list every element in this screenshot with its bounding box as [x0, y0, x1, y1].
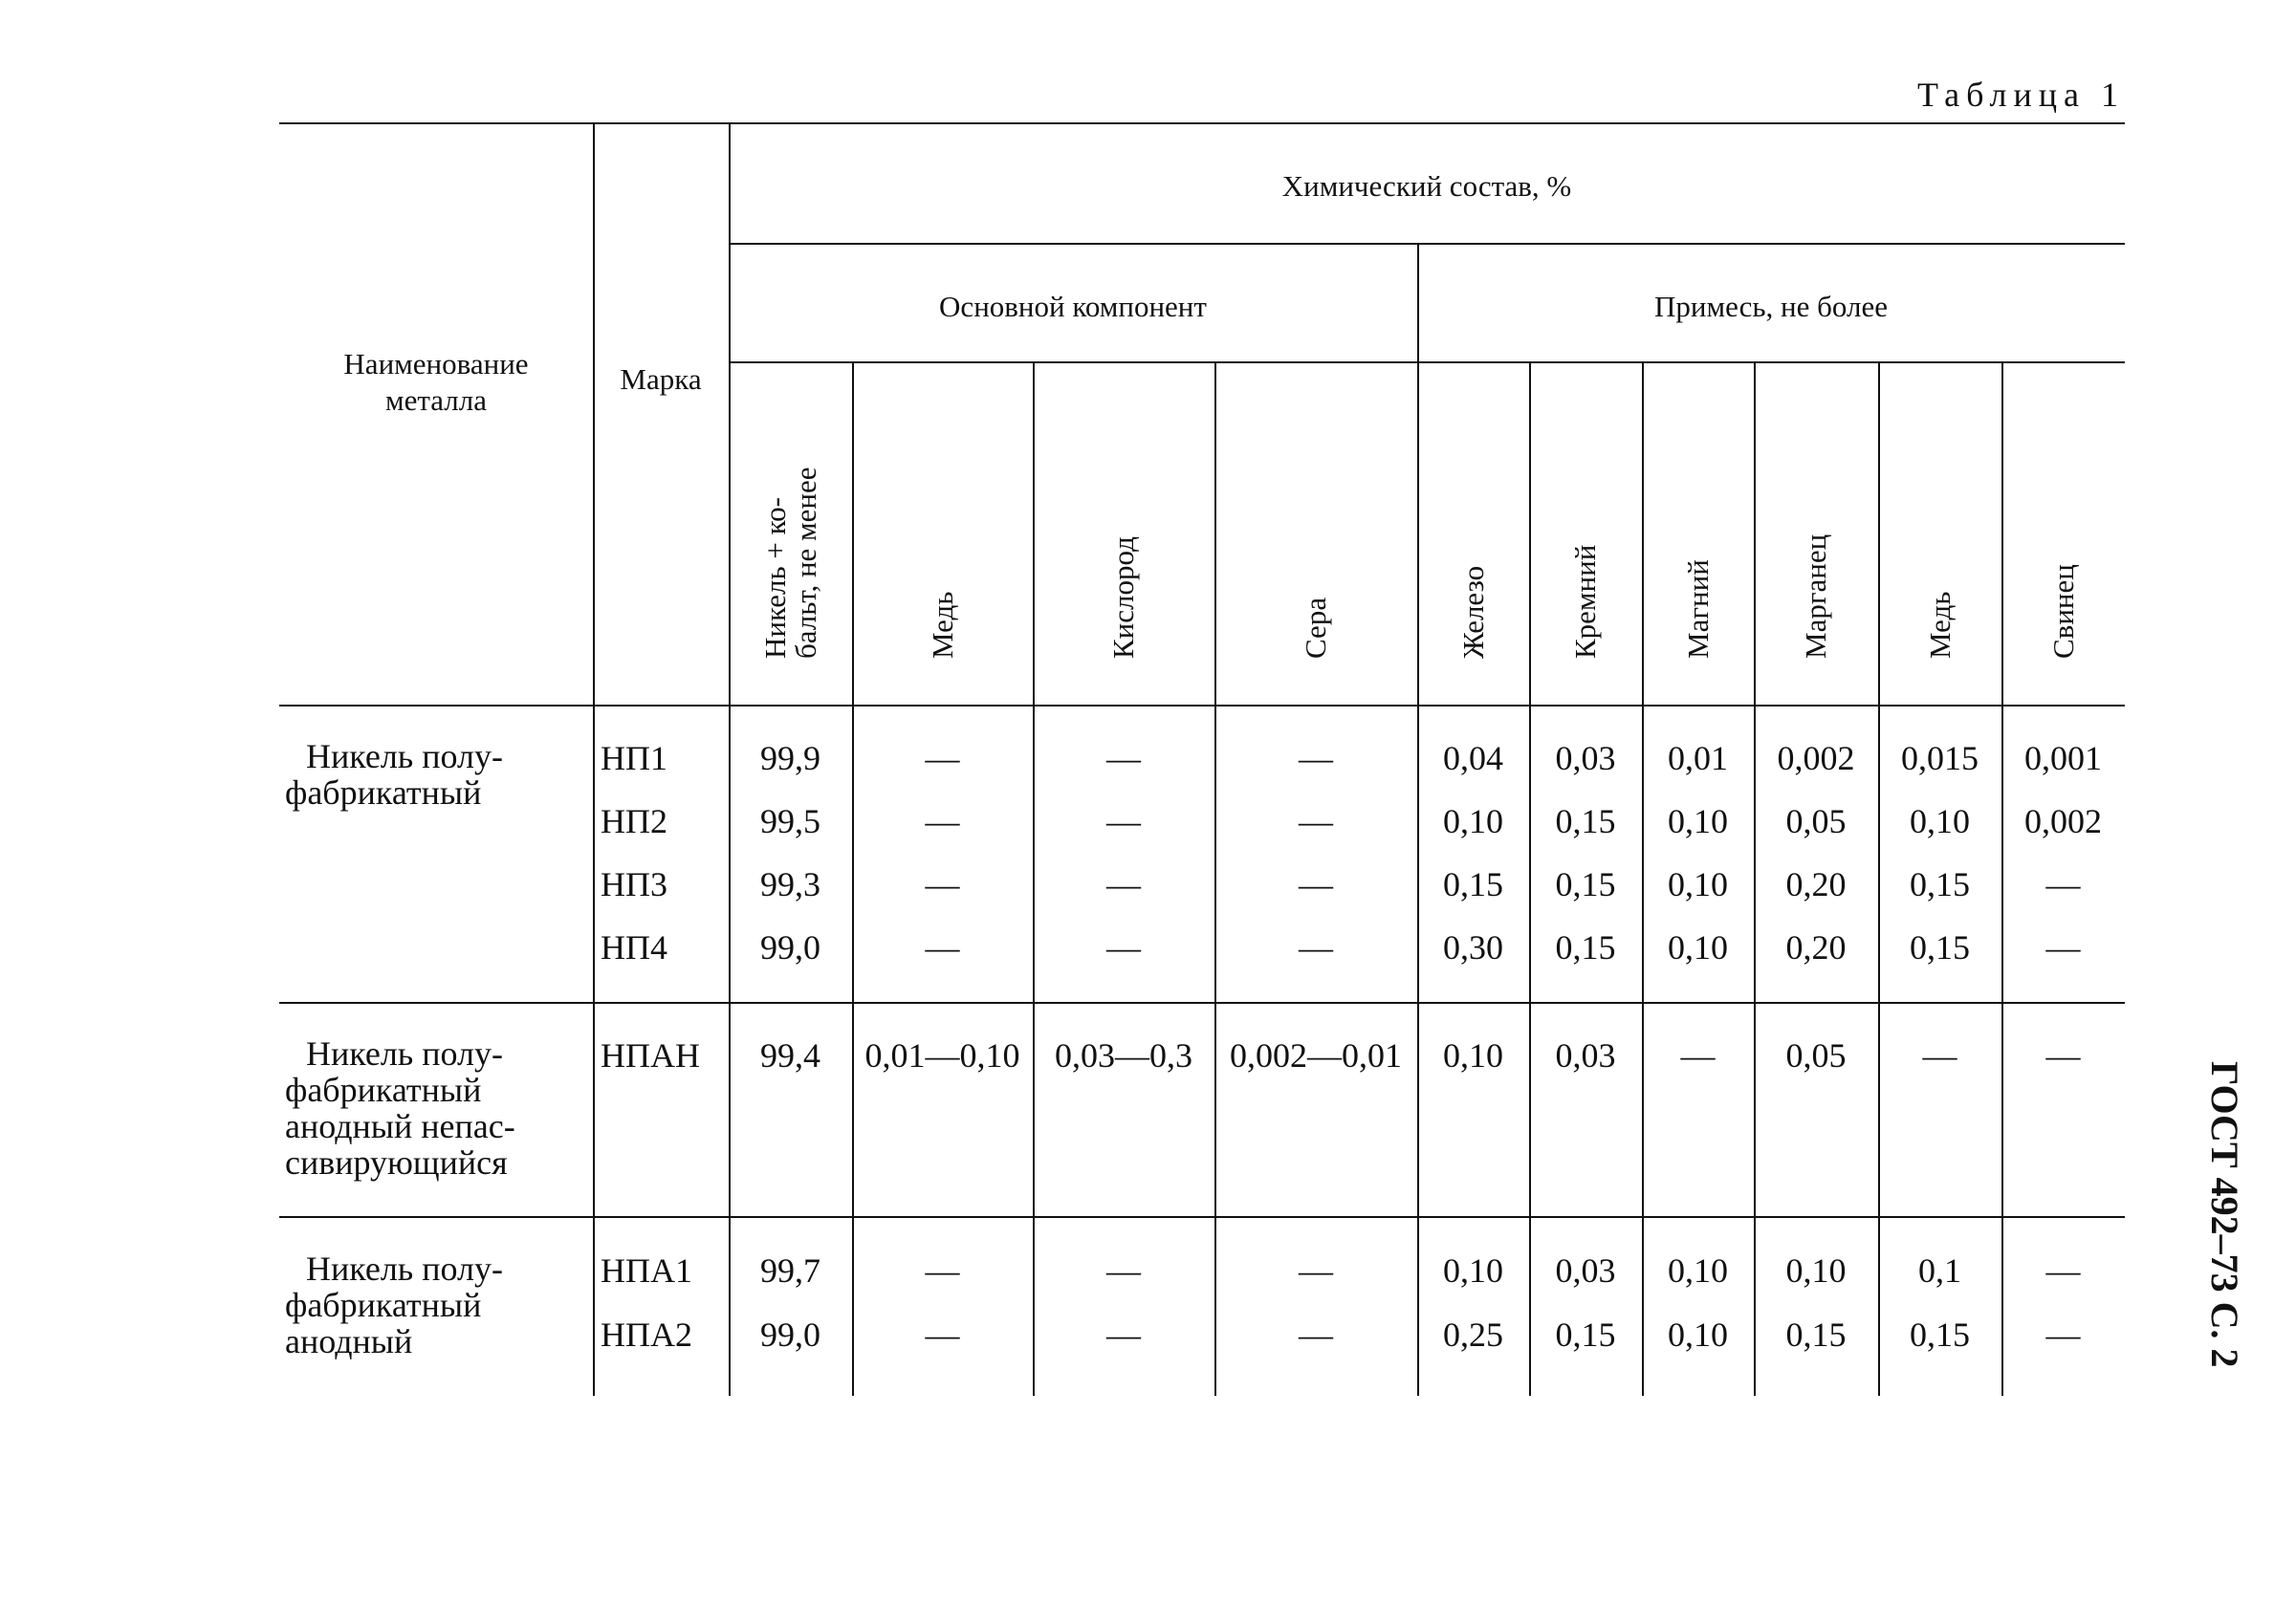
value-cell: 0,10: [1443, 1036, 1503, 1075]
value-cell: 0,25: [1443, 1315, 1503, 1354]
value-cell: 0,30: [1443, 928, 1503, 967]
value-cell: 0,002: [1777, 739, 1855, 777]
value-cell: —: [2045, 1251, 2081, 1290]
value-cell: —: [1299, 1315, 1333, 1354]
value-cell: 0,15: [1785, 1315, 1847, 1354]
value-cell: 99,0: [760, 928, 820, 967]
value-cell: —: [2045, 865, 2081, 903]
group-separator-rule: [279, 1216, 2125, 1218]
composition-header-rule: [729, 243, 2125, 245]
value-cell: 0,15: [1910, 1315, 1970, 1354]
value-cell: 0,10: [1668, 802, 1728, 840]
value-cell: 0,10: [1668, 1251, 1728, 1290]
value-cell: 0,05: [1785, 802, 1847, 840]
value-cell: 0,001: [2024, 739, 2102, 777]
rotated-column-header-line: Кремний: [1568, 544, 1602, 659]
table-caption: Таблица 1: [1917, 76, 2125, 114]
value-cell: —: [1106, 865, 1141, 903]
grade-cell: НП4: [601, 928, 667, 967]
value-cell: 0,01: [1668, 739, 1728, 777]
grade-cell: НПАН: [601, 1036, 700, 1075]
metal-name-line: Никель полу-: [306, 737, 503, 775]
value-cell: 0,15: [1555, 802, 1616, 840]
value-cell: —: [1299, 1251, 1333, 1290]
value-cell: —: [925, 1315, 960, 1354]
value-cell: 0,10: [1668, 865, 1728, 903]
rotated-column-header-line: Сера: [1299, 597, 1332, 659]
value-cell: —: [925, 739, 960, 777]
value-cell: —: [1106, 739, 1141, 777]
value-cell: 0,03: [1555, 1036, 1616, 1075]
value-cell: —: [1680, 1036, 1716, 1075]
value-cell: 0,15: [1910, 865, 1970, 903]
subgroup-header-rule: [729, 361, 2125, 363]
table-top-rule: [279, 122, 2125, 124]
document-side-label: ГОСТ 492–73 С. 2: [2203, 1061, 2246, 1368]
value-cell: 99,3: [760, 865, 820, 903]
value-cell: 0,015: [1901, 739, 1979, 777]
column-rule: [593, 122, 595, 1396]
value-cell: —: [925, 802, 960, 840]
value-cell: 0,15: [1555, 865, 1616, 903]
value-cell: —: [1299, 739, 1333, 777]
value-cell: —: [2045, 928, 2081, 967]
grade-cell: НП1: [601, 739, 667, 777]
metal-name-line: фабрикатный: [285, 1286, 482, 1324]
metal-name: [285, 1035, 515, 1181]
value-cell: 0,1: [1918, 1251, 1961, 1290]
metal-name-line: Никель полу-: [306, 1250, 503, 1288]
rotated-column-header-line: бальт, не менее: [788, 467, 822, 659]
value-cell: 0,15: [1443, 865, 1503, 903]
value-cell: 0,03: [1555, 1251, 1616, 1290]
value-cell: 0,03: [1555, 739, 1616, 777]
grade-cell: НП2: [601, 802, 667, 840]
metal-name: [285, 738, 503, 811]
value-cell: 99,4: [760, 1036, 820, 1075]
value-cell: 0,20: [1785, 865, 1847, 903]
value-cell: —: [1106, 928, 1141, 967]
rotated-column-header-line: Марганец: [1799, 533, 1832, 659]
name-column-header: [279, 346, 593, 419]
rotated-column-header-line: Медь: [925, 591, 959, 659]
metal-name-line: анодный непас-: [285, 1107, 515, 1145]
value-cell: —: [1299, 865, 1333, 903]
name-column-header-line: металла: [384, 383, 488, 417]
value-cell: 99,0: [760, 1315, 820, 1354]
main-component-header: Основной компонент: [939, 290, 1207, 323]
rotated-column-header-line: Магний: [1680, 559, 1715, 659]
value-cell: 0,10: [1668, 928, 1728, 967]
grade-column-header: Марка: [620, 362, 702, 396]
rotated-column-header-line: Медь: [1922, 591, 1957, 659]
value-cell: 0,10: [1443, 1251, 1503, 1290]
value-cell: 0,01—0,10: [864, 1036, 1020, 1075]
value-cell: 0,10: [1785, 1251, 1847, 1290]
value-cell: 0,20: [1785, 928, 1847, 967]
value-cell: —: [1299, 802, 1333, 840]
rotated-column-header-line: Никель + ко-: [757, 497, 792, 659]
value-cell: 0,10: [1668, 1315, 1728, 1354]
group-separator-rule: [279, 1002, 2125, 1004]
value-cell: —: [1299, 928, 1333, 967]
composition-header: Химический состав, %: [1281, 169, 1572, 203]
value-cell: —: [1106, 802, 1141, 840]
metal-name-line: Никель полу-: [306, 1034, 503, 1073]
value-cell: 0,05: [1785, 1036, 1847, 1075]
rotated-column-header-line: Кислород: [1106, 536, 1140, 659]
value-cell: 99,5: [760, 802, 820, 840]
metal-name-line: фабрикатный: [285, 1071, 482, 1109]
value-cell: 99,7: [760, 1251, 820, 1290]
value-cell: 0,10: [1443, 802, 1503, 840]
grade-cell: НПА1: [601, 1251, 692, 1290]
value-cell: —: [1106, 1315, 1141, 1354]
value-cell: —: [2045, 1315, 2081, 1354]
value-cell: —: [1922, 1036, 1957, 1075]
value-cell: —: [925, 865, 960, 903]
metal-name-line: сивирующийся: [285, 1143, 508, 1182]
rotated-column-header-line: Железо: [1455, 565, 1490, 659]
value-cell: —: [925, 1251, 960, 1290]
value-cell: 0,002: [2024, 802, 2102, 840]
rotated-column-header-line: Свинец: [2045, 564, 2080, 659]
value-cell: 0,04: [1443, 739, 1503, 777]
value-cell: 0,002—0,01: [1230, 1036, 1402, 1075]
value-cell: 99,9: [760, 739, 820, 777]
value-cell: 0,15: [1555, 928, 1616, 967]
value-cell: 0,15: [1555, 1315, 1616, 1354]
value-cell: 0,10: [1910, 802, 1970, 840]
metal-name: [285, 1250, 503, 1359]
header-bottom-rule: [279, 705, 2125, 707]
value-cell: 0,15: [1910, 928, 1970, 967]
value-cell: —: [2045, 1036, 2081, 1075]
value-cell: 0,03—0,3: [1055, 1036, 1192, 1075]
impurity-header: Примесь, не более: [1654, 290, 1888, 323]
value-cell: —: [925, 928, 960, 967]
grade-cell: НП3: [601, 865, 667, 903]
value-cell: —: [1106, 1251, 1141, 1290]
grade-cell: НПА2: [601, 1315, 692, 1354]
metal-name-line: анодный: [285, 1322, 413, 1360]
metal-name-line: фабрикатный: [285, 773, 482, 812]
name-column-header-line: Наименование: [343, 347, 529, 381]
